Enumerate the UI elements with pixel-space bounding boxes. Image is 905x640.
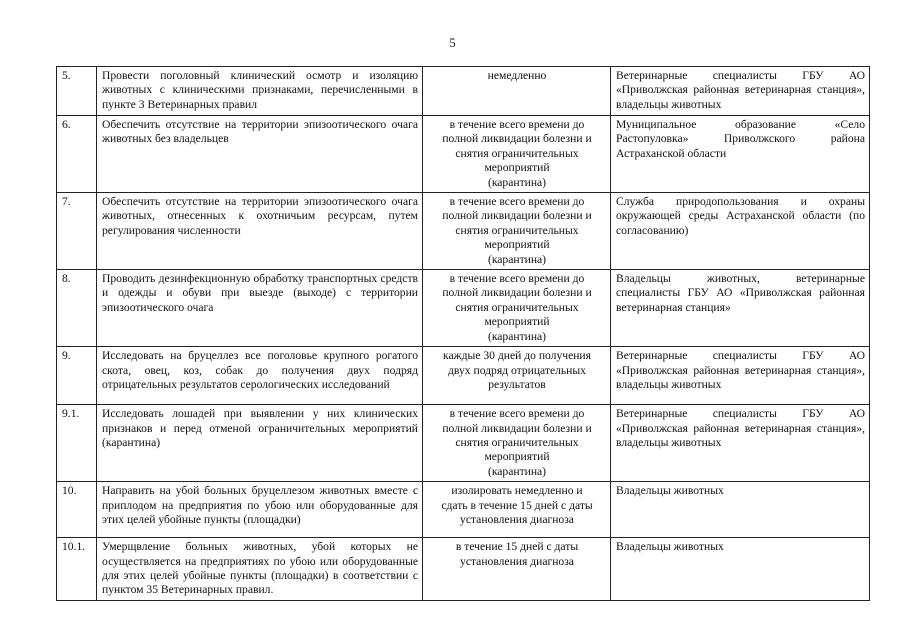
- page-number: 5: [449, 36, 456, 50]
- row-term: [423, 538, 611, 601]
- row-number: 5.: [57, 67, 97, 116]
- row-term-line: в течение 15 дней с даты установления диагноза: [455, 540, 579, 568]
- row-term: [423, 193, 611, 270]
- row-responsible: Ветеринарные специалисты ГБУ АО «Приволжская районная ветеринарная станция», владельцы животных: [611, 405, 870, 482]
- row-responsible: Владельцы животных: [611, 482, 870, 538]
- row-action: Проводить дезинфекционную обработку транспортных средств и одежды и обуви при выезде (выходе) с территории эпизоотического очага: [97, 270, 423, 347]
- row-term-line: полной ликвидации болезни и: [442, 209, 592, 223]
- table-row: [57, 270, 870, 347]
- row-term-line: (карантина): [487, 175, 547, 189]
- row-term-line: (карантина): [487, 329, 547, 343]
- row-number: 10.1.: [57, 538, 97, 601]
- row-number: 9.: [57, 347, 97, 405]
- row-term: [423, 482, 611, 538]
- row-term: [423, 347, 611, 405]
- table-row: [57, 347, 870, 405]
- row-term-line: в течение всего времени до: [449, 407, 585, 421]
- row-action: Обеспечить отсутствие на территории эпизоотического очага животных без владельцев: [97, 116, 423, 193]
- row-number: 10.: [57, 482, 97, 538]
- table-row: [57, 116, 870, 193]
- row-term-line: в течение всего времени до: [449, 272, 585, 286]
- measures-table-body: [57, 67, 870, 601]
- row-action: Направить на убой больных бруцеллезом животных вместе с приплодом на предприятия по убою или оборудованные для этих целей убойные пункты (площадки): [97, 482, 423, 538]
- table-row: [57, 538, 870, 601]
- row-term-line: установления диагноза: [460, 512, 574, 526]
- row-responsible: Служба природопользования и охраны окружающей среды Астраханской области (по согласованию): [611, 193, 870, 270]
- row-responsible: Владельцы животных, ветеринарные специалисты ГБУ АО «Приволжская районная ветеринарная станция»: [611, 270, 870, 347]
- row-term-line: полной ликвидации болезни и: [442, 132, 592, 146]
- row-term-line: изолировать немедленно и: [451, 484, 583, 498]
- row-term-line: снятия ограничительных мероприятий: [455, 435, 579, 464]
- row-term-line: в течение всего времени до: [449, 118, 585, 131]
- measures-table: [56, 66, 870, 601]
- row-action: Провести поголовный клинический осмотр и изоляцию животных с клиническими признаками, перечисленными в пункте 3 Ветеринарных правил: [97, 67, 423, 116]
- row-term-line: каждые 30 дней до получения: [443, 349, 591, 363]
- row-term-line: полной ликвидации болезни и: [442, 286, 592, 300]
- row-term: [423, 405, 611, 482]
- row-term-line: сдать в течение 15 дней с даты: [441, 498, 593, 512]
- row-term: [423, 116, 611, 193]
- table-row: [57, 405, 870, 482]
- row-responsible: Ветеринарные специалисты ГБУ АО «Приволжская районная ветеринарная станция», владельцы животных: [611, 347, 870, 405]
- row-number: 8.: [57, 270, 97, 347]
- row-action: Умерщвление больных животных, убой которых не осуществляется на предприятиях по убою или оборудованные для этих целей убойные пункты (площадки) в соответствии с пунктом 35 Ветеринарных правил.: [97, 538, 423, 601]
- row-term-line: в течение всего времени до: [449, 195, 585, 209]
- row-term: [423, 67, 611, 116]
- row-number: 6.: [57, 116, 97, 193]
- table-row: [57, 193, 870, 270]
- row-action: Обеспечить отсутствие на территории эпизоотического очага животных, отнесенных к охотничьим ресурсам, путем регулирования численности: [97, 193, 423, 270]
- row-term-line: (карантина): [487, 252, 547, 266]
- row-term-line: полной ликвидации болезни и: [442, 421, 592, 435]
- row-action: Исследовать на бруцеллез все поголовье крупного рогатого скота, овец, коз, собак до получения двух подряд отрицательных результатов серологических исследований: [97, 347, 423, 405]
- row-term-line: двух подряд отрицательных результатов: [448, 363, 586, 391]
- row-term-line: (карантина): [487, 464, 547, 478]
- row-responsible: Ветеринарные специалисты ГБУ АО «Приволжская районная ветеринарная станция», владельцы животных: [611, 67, 870, 116]
- row-term-line: снятия ограничительных мероприятий: [455, 300, 579, 329]
- row-number: 7.: [57, 193, 97, 270]
- row-responsible: Муниципальное образование «Село Растопуловка» Приволжского района Астраханской области: [611, 116, 870, 193]
- row-term-line: немедленно: [487, 69, 547, 82]
- row-responsible: Владельцы животных: [611, 538, 870, 601]
- row-action: Исследовать лошадей при выявлении у них клинических признаков и перед отменой ограничительных мероприятий (карантина): [97, 405, 423, 482]
- table-row: [57, 482, 870, 538]
- row-term: [423, 270, 611, 347]
- row-number: 9.1.: [57, 405, 97, 482]
- row-term-line: снятия ограничительных мероприятий: [455, 223, 579, 252]
- row-term-line: снятия ограничительных мероприятий: [455, 146, 579, 175]
- table-row: [57, 67, 870, 116]
